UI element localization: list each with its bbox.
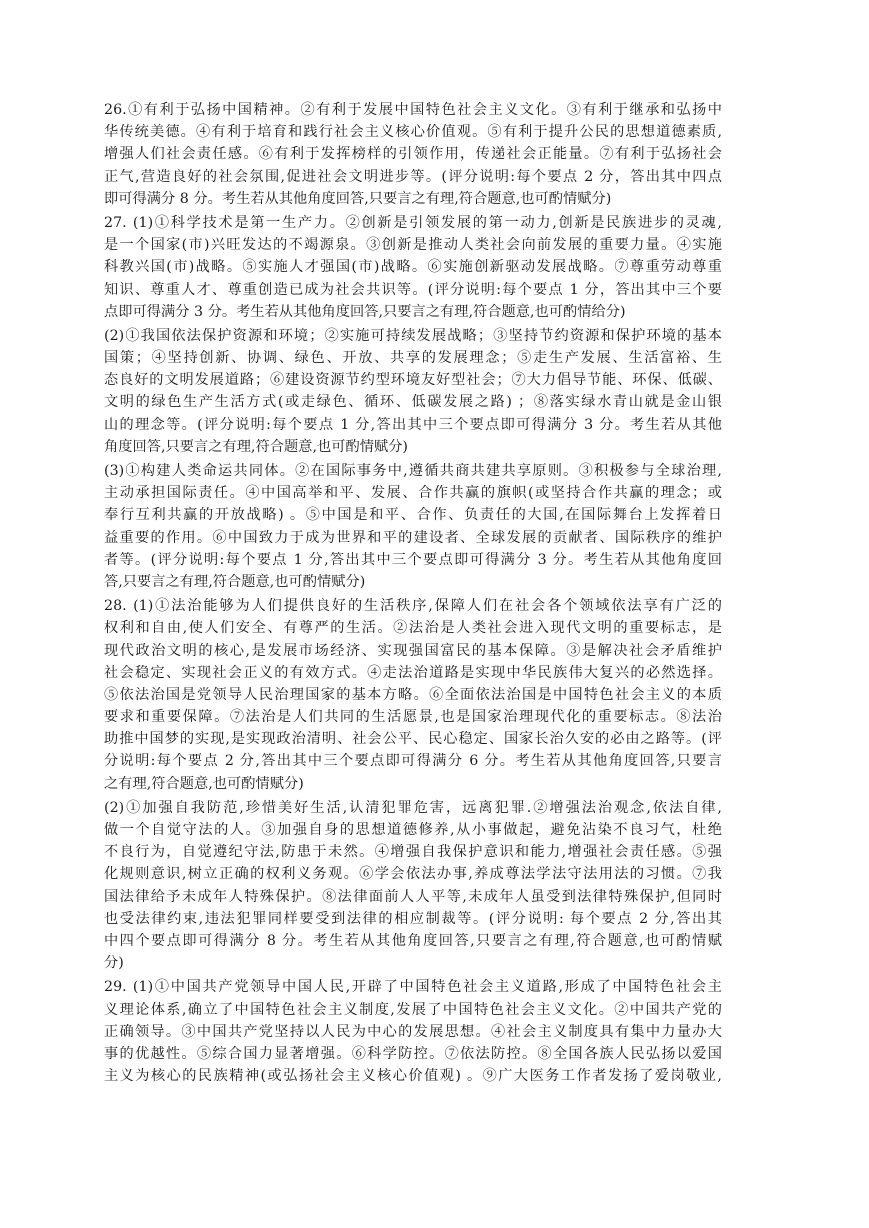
text-line: 27. (1)①科学技术是第一生产力。②创新是引领发展的第一动力,创新是民族进步的灵魂,: [104, 214, 722, 231]
text-line: ⑤依法治国是党领导人民治理国家的基本方略。⑥全面依法治国是中国特色社会主义的本质: [104, 686, 722, 703]
text-line: 事的优越性。⑤综合国力显著增强。⑥科学防控。⑦依法防控。⑧全国各族人民弘扬以爱国: [104, 1045, 722, 1062]
text-line: 28. (1)①法治能够为人们提供良好的生活秩序,保障人们在社会各个领域依法享有广泛的: [104, 598, 722, 615]
text-line: 正气,营造良好的社会氛围,促进社会文明进步等。(评分说明:每个要点 2 分，答出其中四点: [104, 168, 722, 185]
answer-q26: [104, 99, 722, 210]
answer-document: [104, 99, 722, 1087]
text-line: 不良行为，自觉遵纪守法,防患于未然。④增强自我保护意识和能力,增强社会责任感。⑤强: [104, 844, 722, 861]
text-line: 化规则意识,树立正确的权利义务观。⑥学会依法办事,养成尊法学法守法用法的习惯。⑦我: [104, 866, 722, 883]
text-line: 26.①有利于弘扬中国精神。②有利于发展中国特色社会主义文化。③有利于继承和弘扬中: [104, 102, 722, 118]
text-line: 主动承担国际责任。④中国高举和平、发展、合作共赢的旗帜(或坚持合作共赢的理念；或: [104, 485, 722, 502]
text-line: 即可得满分 8 分。考生若从其他角度回答,只要言之有理,符合题意,也可酌情赋分): [104, 190, 612, 207]
text-line: 知识、尊重人才、尊重创造已成为社会共识等。(评分说明:每个要点 1 分，答出其中三个要: [104, 281, 722, 298]
text-line: 助推中国梦的实现,是实现政治清明、社会公平、民心稳定、国家长治久安的必由之路等。(评: [104, 731, 722, 748]
text-line: 分说明:每个要点 2 分,答出其中三个要点即可得满分 6 分。考生若从其他角度回答,只要言: [104, 753, 722, 770]
answer-q27-part2: [104, 325, 722, 458]
text-line: 奉行互利共赢的开放战略) 。⑤中国是和平、合作、负责任的大国,在国际舞台上发挥着日: [104, 507, 722, 524]
answer-q28-part2: [104, 797, 722, 975]
text-line: 要求和重要保障。⑦法治是人们共同的生活愿景,也是国家治理现代化的重要标志。⑧法治: [104, 709, 722, 726]
text-line: 中四个要点即可得满分 8 分。考生若从其他角度回答,只要言之有理,符合题意,也可酌情赋: [104, 932, 722, 949]
text-line: 山的理念等。(评分说明:每个要点 1 分,答出其中三个要点即可得满分 3 分。考生若从其他: [104, 416, 722, 433]
answer-q28-part1: [104, 595, 722, 795]
text-line: 正确领导。③中国共产党坚持以人民为中心的发展思想。④社会主义制度具有集中力量办大: [104, 1023, 722, 1040]
text-line: 点即可得满分 3 分。考生若从其他角度回答,只要言之有理,符合题意,也可酌情给分): [104, 303, 626, 320]
text-line: 权利和自由,使人们安全、有尊严的生活。②法治是人类社会进入现代文明的重要标志，是: [104, 620, 722, 637]
text-line: 态良好的文明发展道路；⑥建设资源节约型环境友好型社会；⑦大力倡导节能、环保、低碳、: [104, 372, 722, 389]
text-line: 之有理,符合题意,也可酌情赋分): [104, 775, 304, 792]
text-line: 华传统美德。④有利于培育和践行社会主义核心价值观。⑤有利于提升公民的思想道德素质,: [104, 124, 722, 141]
text-line: (2)①我国依法保护资源和环境；②实施可持续发展战略；③坚持节约资源和保护环境的基本: [104, 327, 722, 344]
text-line: 现代政治文明的核心,是发展市场经济、实现强国富民的基本保障。③是解决社会矛盾维护: [104, 642, 722, 659]
text-line: 29. (1)①中国共产党领导中国人民,开辟了中国特色社会主义道路,形成了中国特色社会主: [104, 979, 722, 996]
text-line: 是一个国家(市)兴旺发达的不竭源泉。③创新是推动人类社会向前发展的重要力量。④实施: [104, 237, 722, 254]
text-line: 义理论体系,确立了中国特色社会主义制度,发展了中国特色社会主义文化。②中国共产党的: [104, 1001, 722, 1018]
text-line: 社会稳定、实现社会正义的有效方式。④走法治道路是实现中华民族伟大复兴的必然选择。: [104, 664, 722, 681]
text-line: 角度回答,只要言之有理,符合题意,也可酌情赋分): [104, 438, 409, 455]
answer-q27-part1: [104, 212, 722, 323]
text-line: 分): [104, 955, 124, 972]
answer-q29-part1: [104, 976, 722, 1087]
text-line: 国法律给予未成年人特殊保护。⑧法律面前人人平等,未成年人虽受到法律特殊保护,但同时: [104, 888, 722, 905]
text-line: 做一个自觉守法的人。③加强自身的思想道德修养,从小事做起，避免沾染不良习气，杜绝: [104, 822, 722, 838]
text-line: 答,只要言之有理,符合题意,也可酌情赋分): [104, 573, 366, 590]
answer-q27-part3: [104, 460, 722, 593]
text-line: 者等。(评分说明:每个要点 1 分,答出其中三个要点即可得满分 3 分。考生若从其他角度回: [104, 551, 722, 568]
text-line: 也受法律约束,违法犯罪同样要受到法律的相应制裁等。(评分说明: 每个要点 2 分,答出其: [104, 910, 722, 927]
text-line: 增强人们社会责任感。⑥有利于发挥榜样的引领作用，传递社会正能量。⑦有利于弘扬社会: [104, 146, 722, 163]
text-line: (3)①构建人类命运共同体。②在国际事务中,遵循共商共建共享原则。③积极参与全球治理,: [104, 463, 722, 479]
text-line: 主义为核心的民族精神(或弘扬社会主义核心价值观) 。⑨广大医务工作者发扬了爱岗敬业,: [104, 1068, 722, 1085]
text-line: (2)①加强自我防范,珍惜美好生活,认清犯罪危害，远离犯罪.②增强法治观念,依法自律,: [104, 799, 722, 816]
text-line: 益重要的作用。⑥中国致力于成为世界和平的建设者、全球发展的贡献者、国际秩序的维护: [104, 529, 722, 546]
text-line: 国策；④坚持创新、协调、绿色、开放、共享的发展理念；⑤走生产发展、生活富裕、生: [104, 350, 722, 367]
text-line: 科教兴国(市)战略。⑤实施人才强国(市)战略。⑥实施创新驱动发展战略。⑦尊重劳动尊重: [104, 259, 722, 276]
text-line: 文明的绿色生产生活方式(或走绿色、循环、低碳发展之路) ；⑧落实绿水青山就是金山银: [104, 394, 722, 411]
